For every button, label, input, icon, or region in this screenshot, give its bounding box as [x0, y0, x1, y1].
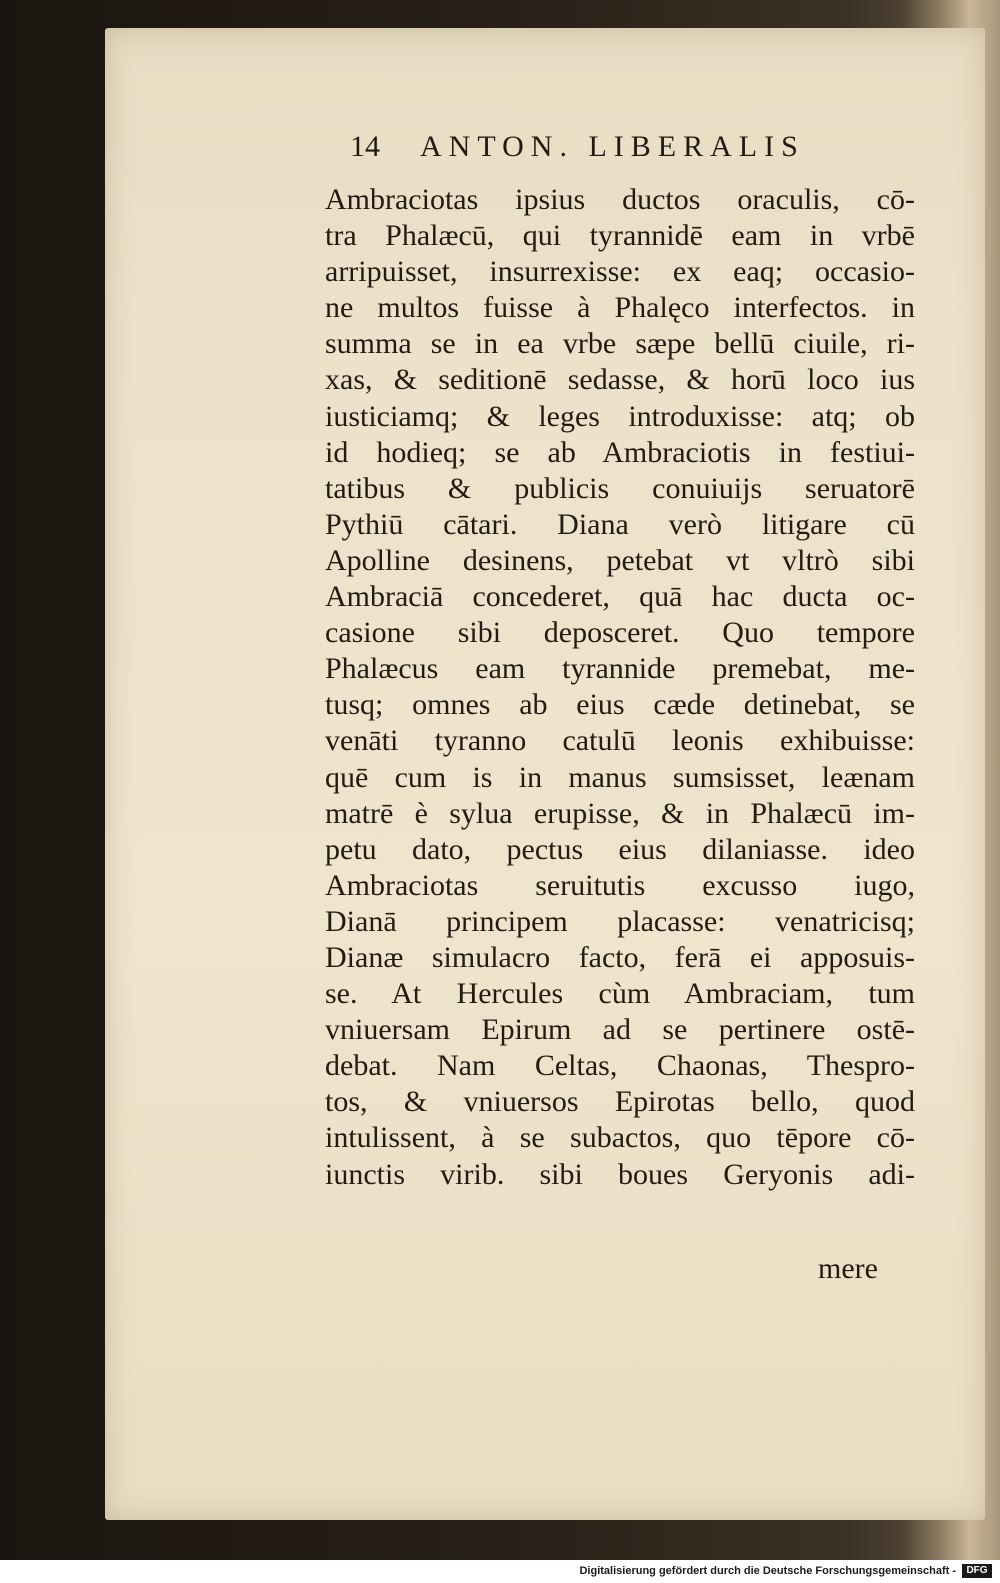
text-line: id hodieq; se ab Ambraciotis in festiui-: [325, 435, 915, 469]
text-line: xas, & seditionē sedasse, & horū loco ius: [325, 363, 915, 397]
text-line: Pythiū cātari. Diana verò litigare cū: [325, 507, 915, 541]
text-line: Dianæ simulacro facto, ferā ei apposuis-: [325, 940, 915, 974]
page-number: 14: [350, 130, 380, 163]
funding-credit: Digitalisierung gefördert durch die Deutsche Forschungsgemeinschaft -: [579, 1565, 956, 1577]
dfg-logo: DFG: [962, 1564, 992, 1578]
text-line: iunctis virib. sibi boues Geryonis adi-: [325, 1157, 915, 1191]
text-line: Ambraciotas ipsius ductos oraculis, cō-: [325, 183, 915, 216]
text-line: iusticiamq; & leges introduxisse: atq; ob: [325, 399, 915, 433]
text-line: tra Phalæcū, qui tyrannidē eam in vrbē: [325, 219, 915, 253]
text-line: debat. Nam Celtas, Chaonas, Thespro-: [325, 1049, 915, 1083]
text-line: petu dato, pectus eius dilaniasse. ideo: [325, 832, 915, 866]
text-line: Dianā principem placasse: venatricisq;: [325, 904, 915, 938]
text-line: intulissent, à se subactos, quo tēpore cō-: [325, 1121, 915, 1155]
text-line: ne multos fuisse à Phalęco interfectos. in: [325, 291, 915, 325]
text-line: vniuersam Epirum ad se pertinere ostē-: [325, 1013, 915, 1047]
text-line: Phalæcus eam tyrannide premebat, me-: [325, 652, 915, 686]
page-header: [350, 130, 910, 170]
text-line: tusq; omnes ab eius cæde detinebat, se: [325, 688, 915, 722]
text-line: arripuisset, insurrexisse: ex eaq; occasio-: [325, 255, 915, 289]
catchword: mere: [818, 1252, 878, 1285]
text-line: quē cum is in manus sumsisset, leænam: [325, 760, 915, 794]
body-text: [325, 182, 915, 1193]
text-line: tos, & vniuersos Epirotas bello, quod: [325, 1085, 915, 1119]
text-line: casione sibi deposceret. Quo tempore: [325, 616, 915, 650]
running-head: ANTON. LIBERALIS: [420, 130, 805, 163]
text-line: tatibus & publicis conuiuijs seruatorē: [325, 471, 915, 505]
text-line: matrē è sylua erupisse, & in Phalæcū im-: [325, 796, 915, 830]
text-line: summa se in ea vrbe sæpe bellū ciuile, ri-: [325, 327, 915, 361]
text-line: Ambraciā concederet, quā hac ducta oc-: [325, 580, 915, 614]
text-line: venāti tyranno catulū leonis exhibuisse:: [325, 724, 915, 758]
text-line: Ambraciotas seruitutis excusso iugo,: [325, 868, 915, 902]
text-line: Apolline desinens, petebat vt vltrò sibi: [325, 543, 915, 577]
text-line: se. At Hercules cùm Ambraciam, tum: [325, 977, 915, 1011]
